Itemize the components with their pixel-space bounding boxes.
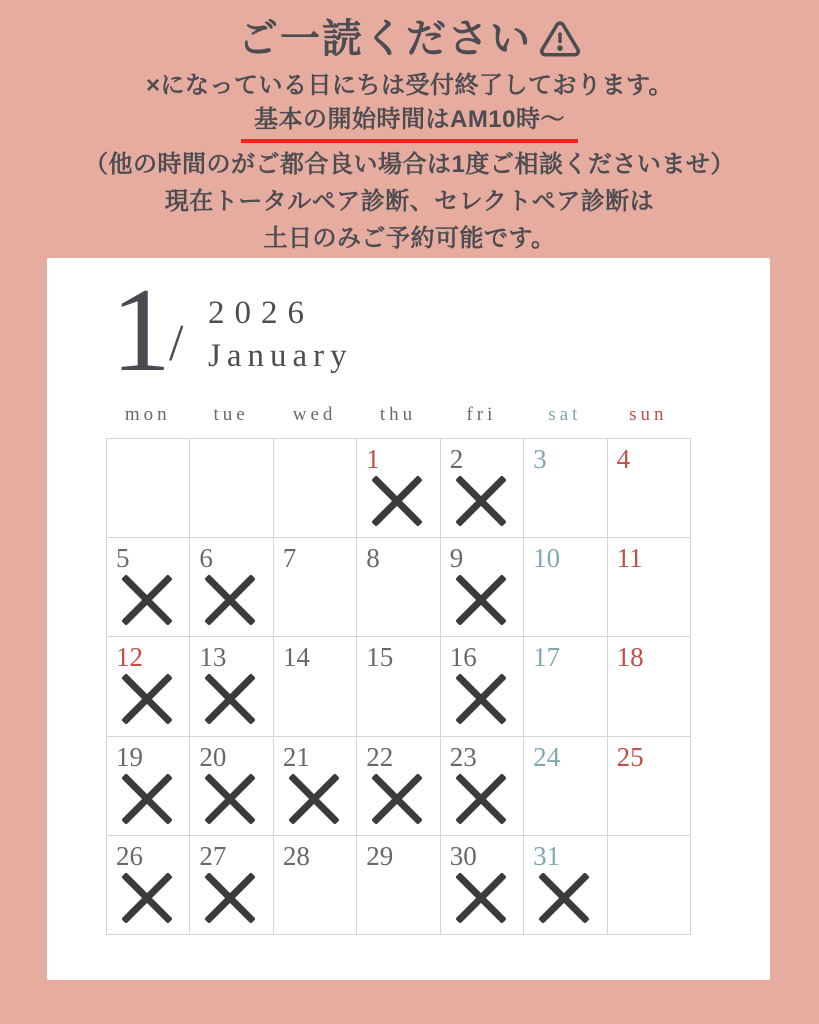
day-number: 15	[366, 642, 394, 673]
slash-separator: /	[169, 315, 184, 372]
notice-line-4: 現在トータルペア診断、セレクトペア診断は	[164, 188, 655, 215]
day-number: 19	[116, 741, 143, 772]
x-mark-icon	[122, 674, 172, 724]
calendar-cell	[524, 737, 607, 836]
calendar-cell	[357, 737, 440, 836]
weekday-label-sat: sat	[548, 404, 582, 425]
calendar-cell	[357, 836, 440, 935]
day-number: 18	[616, 642, 644, 673]
day-number: 10	[533, 543, 561, 574]
notice-underlined-text: 基本の開始時間はAM10時〜	[241, 105, 578, 143]
weekday-header-row	[106, 404, 690, 426]
notice-block	[0, 14, 819, 254]
calendar-cell	[608, 538, 691, 637]
weekday-label-tue: tue	[213, 404, 249, 425]
x-mark-icon	[205, 674, 255, 724]
day-number: 26	[116, 840, 143, 871]
notice-title	[0, 14, 819, 64]
x-mark-icon	[289, 774, 339, 824]
day-number: 1	[366, 444, 380, 474]
x-mark-icon	[372, 774, 422, 824]
notice-title-text: ご一読ください	[238, 17, 532, 61]
day-number: 6	[199, 543, 213, 574]
weekday-label-sun: sun	[629, 404, 668, 425]
warning-triangle-icon	[539, 18, 581, 60]
day-number: 29	[366, 840, 394, 871]
calendar-cell	[608, 439, 691, 538]
calendar-cell	[274, 439, 357, 538]
day-number: 30	[449, 840, 477, 871]
day-number: 13	[199, 642, 227, 673]
day-number: 7	[282, 543, 297, 574]
notice-line-5: 土日のみご予約可能です。	[263, 225, 556, 252]
notice-line-1: ×になっている日にちは受付終了しております。	[145, 72, 674, 99]
weekday-label-wed: wed	[292, 404, 337, 425]
calendar-grid	[106, 438, 691, 935]
x-mark-icon	[205, 774, 255, 824]
calendar-cell	[441, 737, 524, 836]
day-number: 11	[616, 543, 643, 574]
calendar-cell	[107, 737, 190, 836]
day-number: 28	[282, 840, 310, 871]
day-number: 12	[116, 642, 143, 673]
calendar-cell	[357, 637, 440, 736]
calendar-cell	[190, 538, 273, 637]
day-number: 22	[366, 741, 394, 772]
calendar-cell	[524, 439, 607, 538]
day-number: 8	[366, 543, 380, 574]
day-number: 20	[199, 741, 227, 772]
notice-line-2	[0, 105, 819, 143]
day-number: 17	[533, 642, 561, 673]
day-number: 24	[533, 741, 561, 772]
x-mark-icon	[372, 476, 422, 526]
calendar-cell	[441, 538, 524, 637]
day-number: 14	[282, 642, 310, 673]
month-number: 1	[111, 263, 171, 396]
day-number: 9	[449, 543, 464, 574]
day-number: 4	[616, 444, 631, 474]
calendar-cell	[441, 836, 524, 935]
calendar-cell	[274, 538, 357, 637]
day-number: 23	[449, 741, 477, 772]
x-mark-icon	[456, 476, 506, 526]
day-number: 2	[449, 444, 464, 474]
notice-line-3: （他の時間のがご都合良い場合は1度ご相談くださいませ）	[84, 151, 735, 178]
calendar-cell	[107, 538, 190, 637]
calendar-cell	[190, 737, 273, 836]
day-number: 27	[199, 840, 227, 871]
x-mark-icon	[456, 575, 506, 625]
weekday-label-fri: fri	[466, 404, 497, 425]
calendar-cell	[190, 637, 273, 736]
calendar-cell	[357, 439, 440, 538]
calendar-cell	[107, 637, 190, 736]
calendar-cell	[190, 439, 273, 538]
x-mark-icon	[456, 774, 506, 824]
day-number: 3	[533, 444, 547, 474]
weekday-label-mon: mon	[124, 404, 171, 425]
calendar-cell	[357, 538, 440, 637]
x-mark-icon	[456, 674, 506, 724]
calendar-cell	[274, 836, 357, 935]
calendar-cell	[608, 836, 691, 935]
day-number: 25	[616, 741, 644, 772]
weekday-label-thu: thu	[379, 404, 417, 425]
calendar-cell	[524, 538, 607, 637]
x-mark-icon	[205, 873, 255, 923]
year-label: 2026	[208, 295, 314, 331]
calendar-cell	[274, 737, 357, 836]
day-number: 21	[282, 741, 310, 772]
day-number: 16	[449, 642, 477, 673]
calendar-cell	[274, 637, 357, 736]
calendar-cell	[524, 637, 607, 736]
calendar-cell	[441, 637, 524, 736]
calendar-cell	[441, 439, 524, 538]
month-name-label: January	[208, 337, 353, 374]
calendar-cell	[107, 439, 190, 538]
x-mark-icon	[456, 873, 506, 923]
calendar-cell	[107, 836, 190, 935]
calendar-cell	[608, 637, 691, 736]
x-mark-icon	[122, 575, 172, 625]
calendar-cell	[190, 836, 273, 935]
day-number: 31	[533, 840, 561, 871]
calendar-card	[47, 258, 770, 980]
year-month-block	[208, 294, 353, 376]
x-mark-icon	[122, 873, 172, 923]
x-mark-icon	[122, 774, 172, 824]
x-mark-icon	[539, 873, 589, 923]
calendar-cell	[524, 836, 607, 935]
calendar-cell	[608, 737, 691, 836]
day-number: 5	[116, 543, 130, 574]
x-mark-icon	[205, 575, 255, 625]
